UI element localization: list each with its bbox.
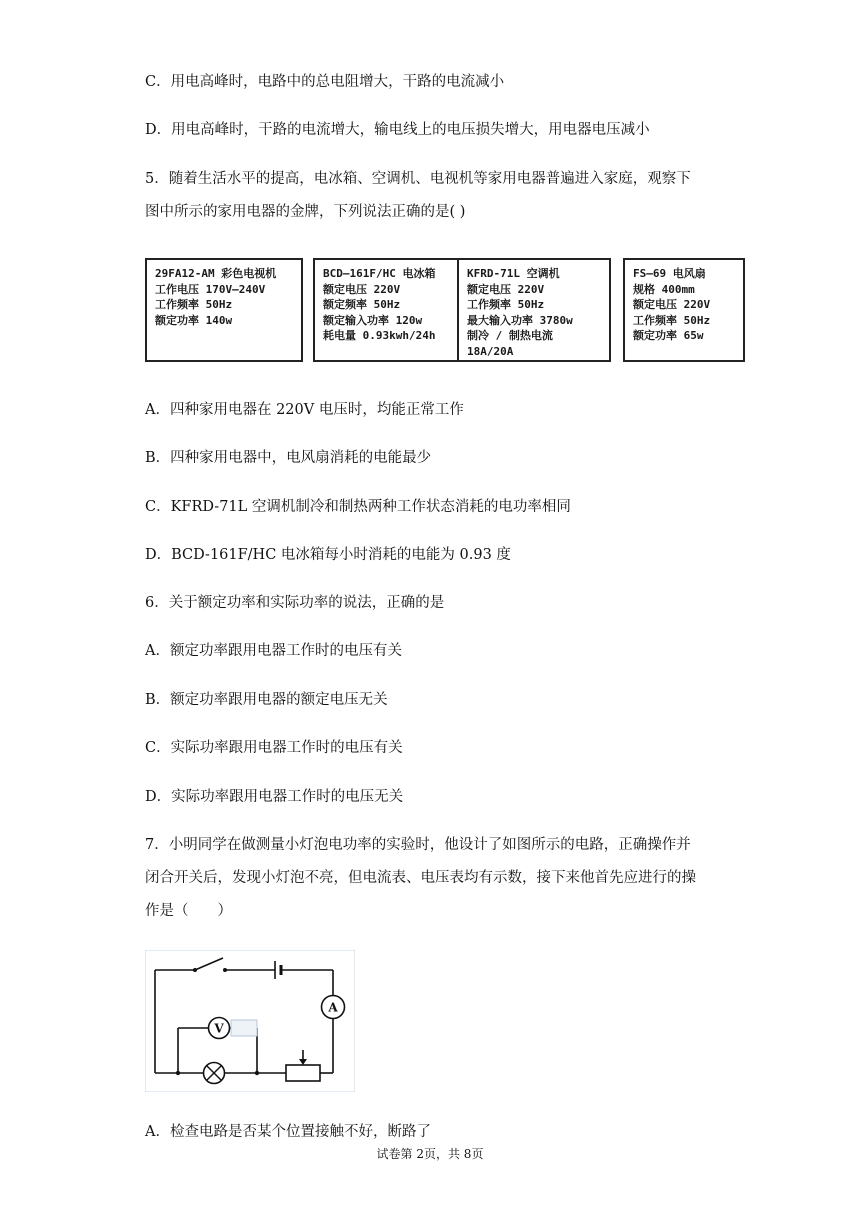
ammeter-label: A <box>328 1000 338 1015</box>
switch-contact <box>223 968 227 972</box>
nameplate-line: 工作频率 50Hz <box>155 298 233 311</box>
switch-contact <box>193 968 197 972</box>
nameplate-title: BCD—161F/HC 电冰箱 <box>323 267 436 280</box>
nameplate-line: 额定电压 220V <box>467 282 545 296</box>
nameplate-line: 额定功率 65w <box>633 329 704 342</box>
nameplate-line: 额定功率 140w <box>155 313 233 327</box>
q7-option-a: A．检查电路是否某个位置接触不好，断路了 <box>145 1124 431 1140</box>
nameplate-air-conditioner <box>457 258 611 362</box>
rheostat-icon <box>286 1065 320 1081</box>
q4-option-d: D．用电高峰时，干路的电流增大，输电线上的电压损失增大，用电器电压减小 <box>145 122 650 138</box>
junction-dot <box>255 1071 259 1075</box>
circuit-diagram <box>145 950 355 1092</box>
nameplate-title: 29FA12-AM 彩色电视机 <box>155 267 277 280</box>
q5-stem-line-2: 图中所示的家用电器的金牌，下列说法正确的是( ) <box>145 204 466 220</box>
nameplate-fan <box>623 258 745 362</box>
q5-option-c: C．KFRD-71L 空调机制冷和制热两种工作状态消耗的电功率相同 <box>145 499 571 515</box>
q7-stem-line-2: 闭合开关后，发现小灯泡不亮，但电流表、电压表均有示数，接下来他首先应进行的操 <box>145 870 696 886</box>
nameplate-line: 18A/20A <box>467 344 514 358</box>
nameplate-fridge <box>313 258 459 362</box>
nameplate-line: 最大输入功率 3780w <box>467 313 573 327</box>
appliance-nameplates <box>145 258 745 364</box>
nameplate-line: 额定电压 220V <box>323 282 401 296</box>
voltmeter-label: V <box>214 1021 224 1036</box>
nameplate-line: 制冷 / 制热电流 <box>467 329 553 342</box>
q7-stem-line-1: 7．小明同学在做测量小灯泡电功率的实验时，他设计了如图所示的电路，正确操作并 <box>145 837 691 853</box>
q5-option-b: B．四种家用电器中，电风扇消耗的电能最少 <box>145 450 432 466</box>
nameplate-line: 额定输入功率 120w <box>323 313 423 327</box>
q5-option-d: D．BCD-161F/HC 电冰箱每小时消耗的电能为 0.93 度 <box>145 547 511 563</box>
nameplate-line: 工作电压 170V—240V <box>155 282 266 296</box>
page-footer: 试卷第 2页，共 8页 <box>376 1147 484 1161</box>
q7-stem-line-3: 作是（ ） <box>145 903 232 919</box>
q4-option-c: C．用电高峰时，电路中的总电阻增大，干路的电流减小 <box>145 74 505 90</box>
nameplate-tv <box>145 258 303 362</box>
q5-option-a: A．四种家用电器在 220V 电压时，均能正常工作 <box>145 402 464 418</box>
nameplate-title: KFRD-71L 空调机 <box>467 267 560 280</box>
nameplate-line: 额定频率 50Hz <box>323 298 401 311</box>
q6-option-a: A．额定功率跟用电器工作时的电压有关 <box>145 643 402 659</box>
q5-stem-line-1: 5．随着生活水平的提高，电冰箱、空调机、电视机等家用电器普遍进入家庭，观察下 <box>145 171 691 187</box>
nameplate-title: FS—69 电风扇 <box>633 267 706 280</box>
junction-dot <box>176 1071 180 1075</box>
q6-option-c: C．实际功率跟用电器工作时的电压有关 <box>145 740 403 756</box>
nameplate-line: 额定电压 220V <box>633 298 711 311</box>
q6-stem: 6．关于额定功率和实际功率的说法，正确的是 <box>145 595 445 611</box>
q6-option-b: B．额定功率跟用电器的额定电压无关 <box>145 692 388 708</box>
q6-option-d: D．实际功率跟用电器工作时的电压无关 <box>145 789 404 805</box>
nameplate-line: 耗电量 0.93kwh/24h <box>323 329 436 342</box>
nameplate-line: 工作频率 50Hz <box>467 298 545 311</box>
nameplate-line: 规格 400mm <box>633 282 695 296</box>
nameplate-line: 工作频率 50Hz <box>633 313 711 327</box>
